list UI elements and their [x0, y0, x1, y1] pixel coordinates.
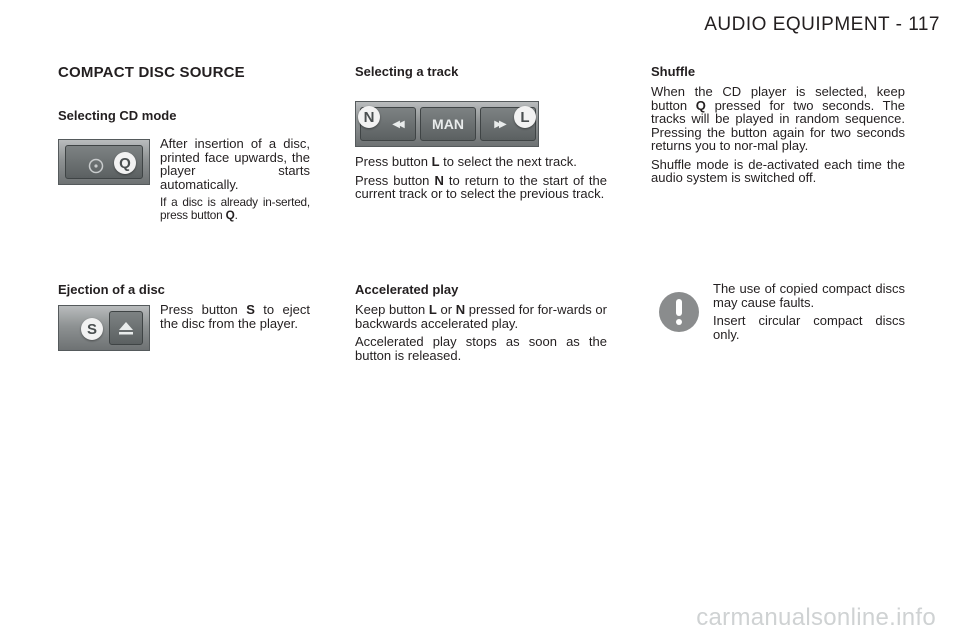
accelerated-p1-button1: L: [428, 302, 437, 317]
eject-icon: [118, 321, 134, 335]
fast-forward-icon: ▶▶: [494, 118, 504, 130]
q-button-panel-image: [58, 139, 150, 185]
exclamation-icon: [659, 292, 699, 332]
ejection-block: [58, 303, 310, 351]
cd-mode-paragraph: After insertion of a disc, printed face upwards, the player starts automatically.: [160, 136, 310, 192]
accelerated-heading: Accelerated play: [355, 282, 459, 297]
accelerated-paragraph-1: [355, 303, 607, 330]
track-p1-suffix: to select the next track.: [439, 154, 577, 169]
ejection-text-button: S: [246, 302, 255, 317]
warning-paragraph-1: The use of copied compact discs may cause faults.: [713, 281, 905, 310]
column-left: [58, 64, 310, 227]
track-p2-suffix: to return to the start of the current track or to select the previous track.: [355, 172, 607, 201]
ejection-text: [160, 303, 310, 335]
track-p1-prefix: Press button: [355, 154, 432, 169]
cd-mode-note-prefix: If a disc is already in-serted, press button: [160, 195, 310, 222]
shuffle-paragraph-2: Shuffle mode is de-activated each time the audio system is switched off.: [651, 156, 905, 185]
accelerated-p1-button2: N: [455, 302, 466, 317]
track-p2-button: N: [434, 172, 444, 188]
cd-mode-heading: Selecting CD mode: [58, 108, 177, 123]
shuffle-paragraph-1: [651, 85, 905, 153]
track-paragraph-2: [355, 174, 607, 201]
rewind-icon: ◀◀: [392, 118, 402, 130]
page-header: AUDIO EQUIPMENT - 117: [704, 14, 940, 35]
ejection-paragraph: [160, 303, 310, 330]
column-right: [651, 64, 905, 190]
q-letter-badge: Q: [114, 152, 136, 174]
section-title: COMPACT DISC SOURCE: [58, 64, 245, 81]
warning-block: [651, 282, 905, 346]
track-heading: Selecting a track: [355, 64, 459, 79]
accelerated-p1-prefix: Keep button: [355, 302, 429, 317]
ejection-section: [58, 282, 310, 351]
q-button-face: [65, 145, 143, 179]
track-p2-prefix: Press button: [355, 172, 435, 188]
warning-paragraph-2: Insert circular compact discs only.: [713, 313, 905, 342]
ejection-text-prefix: Press button: [160, 302, 247, 317]
accelerated-section: [355, 282, 607, 367]
cd-mode-note-suffix: .: [234, 208, 238, 222]
cd-mode-note-button: Q: [225, 208, 235, 222]
shuffle-heading: Shuffle: [651, 64, 696, 79]
shuffle-p1-suffix: pressed for two seconds. The tracks will be played in random sequence. Pressing the button again for two seconds returns you to nor-mal play.: [651, 97, 905, 153]
watermark: carmanualsonline.info: [696, 604, 936, 631]
shuffle-p1-button: Q: [695, 97, 706, 113]
shuffle-p1-prefix: When the CD player is selected, keep button: [651, 84, 905, 113]
ejection-heading: Ejection of a disc: [58, 282, 165, 297]
s-letter-badge: S: [81, 318, 103, 340]
cd-mode-block: [58, 137, 310, 227]
s-button-panel-image: [58, 305, 150, 351]
ejection-text-suffix: to eject the disc from the player.: [160, 302, 310, 331]
n-letter-badge: N: [358, 106, 380, 128]
cd-mode-note: [160, 196, 310, 222]
cd-icon: [88, 158, 104, 174]
track-button-panel-image: [355, 101, 539, 147]
track-p1-button: L: [431, 154, 440, 169]
accelerated-p1-suffix: pressed for for-wards or backwards accelerated play.: [355, 302, 607, 331]
warning-text: [713, 282, 905, 346]
eject-button-face: [109, 311, 143, 345]
accelerated-p1-mid: or: [436, 302, 456, 317]
column-middle: [355, 64, 607, 206]
accelerated-paragraph-2: Accelerated play stops as soon as the button is released.: [355, 334, 607, 363]
cd-mode-text: [160, 137, 310, 227]
track-paragraph-1: [355, 155, 607, 169]
man-button-face: MAN: [420, 107, 476, 141]
l-letter-badge: L: [514, 106, 536, 128]
